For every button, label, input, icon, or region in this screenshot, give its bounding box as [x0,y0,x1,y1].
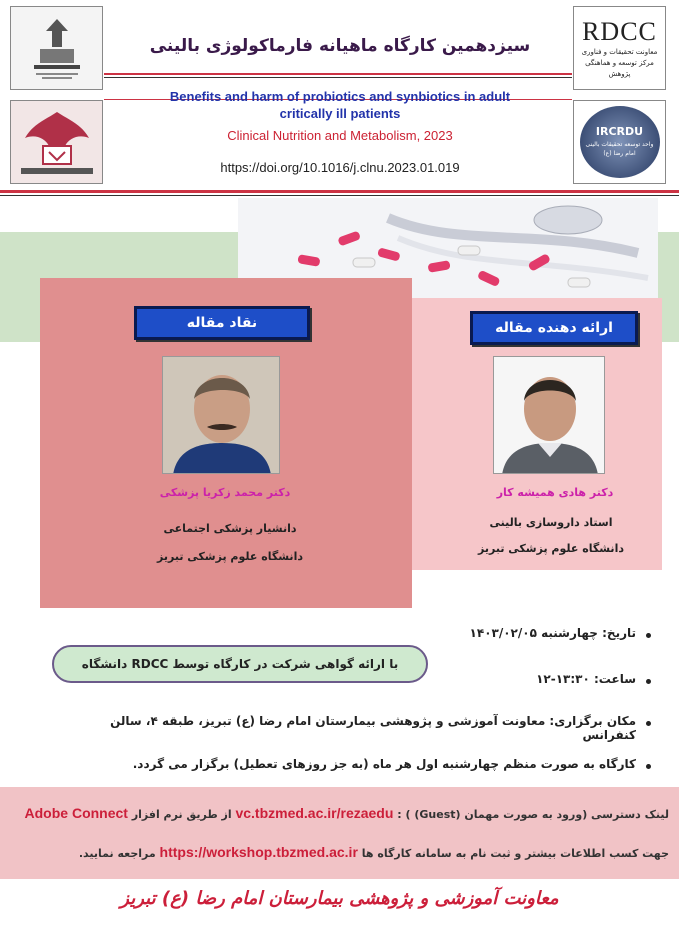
critic-role-label: نقاد مقاله [134,306,310,340]
bullet-schedule-icon [646,764,651,769]
hospital-emblem-icon [15,104,99,180]
header-divider-top [104,73,572,75]
ircrdu-logo [573,100,666,184]
event-time: ساعت: ۱۳:۳۰-۱۲ [536,672,636,686]
adobe-connect-label: Adobe Connect [24,805,128,821]
critic-portrait-icon [163,357,280,474]
vc-link[interactable]: vc.tbzmed.ac.ir/rezaedu [235,805,394,821]
workshop-link[interactable]: https://workshop.tbzmed.ac.ir [159,844,358,860]
register-suffix-text: مراجعه نمایید. [78,847,156,860]
access-software-text: از طریق نرم افزار [131,808,232,821]
presenter-university: دانشگاه علوم پزشکی تبریز [478,542,624,555]
ircrdu-badge-icon [580,106,660,178]
rdcc-logo-caption: معاونت تحقیقات و فناوری مرکز توسعه و هماهنگی پژوهش [581,47,658,78]
paper-title-line-1: Benefits and harm of probiotics and synbiotics in adult [169,89,511,104]
critic-photo [162,356,280,474]
paper-title [120,88,560,122]
event-location: مکان برگزاری: معاونت آموزشی و پژوهشی بیمارستان امام رضا (ع) تبریز، طبقه ۴، سالن کنفرانس [110,714,636,742]
register-info-text: جهت کسب اطلاعات بیشتر و ثبت نام به سامانه کارگاه ها [361,847,669,860]
access-info-band [0,787,679,879]
presenter-portrait-icon [494,357,605,474]
access-guest-text: لینک دسترسی (ورود به صورت مهمان (Guest) ) : [397,808,669,821]
presenter-name: دکتر هادی همیشه کار [496,486,614,499]
rdcc-logo [573,6,666,90]
paper-doi-link[interactable]: https://doi.org/10.1016/j.clnu.2023.01.019 [220,160,460,175]
paper-journal: Clinical Nutrition and Metabolism, 2023 [227,128,453,143]
university-logo [10,6,103,90]
access-line-2 [10,844,669,860]
ircrdu-logo-caption: واحد توسعه تحقیقات بالینی امام رضا (ع) [585,140,654,157]
event-schedule: کارگاه به صورت منظم چهارشنبه اول هر ماه (به جز روزهای تعطیل) برگزار می گردد. [132,757,636,771]
workshop-title: سیزدهمین کارگاه ماهیانه فارماکولوژی بالینی [149,36,531,56]
access-line-1 [10,805,669,821]
header-divider-bottom-thin [0,195,679,196]
presenter-position: استاد داروسازی بالینی [489,516,613,529]
bullet-date-icon [646,633,651,638]
presenter-role-label: ارائه دهنده مقاله [470,311,638,345]
critic-name: دکتر محمد زکریا پزشکی [159,486,291,499]
presenter-photo [493,356,605,474]
event-date: تاریخ: چهارشنبه ۱۴۰۳/۰۲/۰۵ [469,626,636,640]
header-divider-top-thin [104,77,572,78]
footer-organizer: معاونت آموزشی و پژوهشی بیمارستان امام رضا (ع) تبریز [120,888,559,909]
hospital-logo [10,100,103,184]
university-emblem-icon [22,13,92,83]
bullet-location-icon [646,721,651,726]
header-divider-bottom [0,190,679,193]
ircrdu-logo-text: IRCRDU [595,124,644,138]
rdcc-logo-text: RDCC [582,16,657,46]
certificate-note: با ارائه گواهی شرکت در کارگاه توسط RDCC دانشگاه [52,645,428,683]
paper-title-line-2: critically ill patients [279,106,401,121]
critic-university: دانشگاه علوم پزشکی تبریز [157,550,303,563]
bullet-time-icon [646,679,651,684]
critic-position: دانشیار پزشکی اجتماعی [163,522,297,535]
